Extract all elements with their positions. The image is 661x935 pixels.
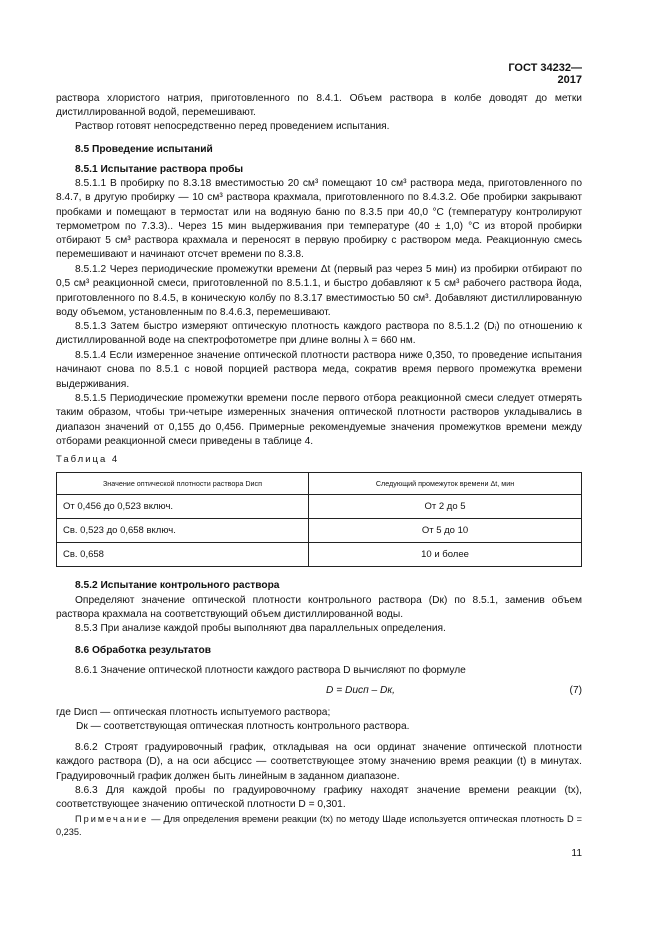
page-number: 11 [571, 848, 582, 859]
section-heading-8-6: 8.6 Обработка результатов [75, 645, 212, 656]
paragraph-8-5-2: Определяют значение оптической плотности контрольного раствора (Dк) по 8.5.1, заменив объем раствора крахмала на соответствующий объем дистиллированной воды. [56, 595, 582, 621]
table-header-cell: Следующий промежуток времени Δt, мин [309, 473, 582, 495]
table-header-row [57, 473, 582, 495]
paragraph-8-5-1-2: 8.5.1.2 Через периодические промежутки времени Δt (первый раз через 5 мин) из пробирки отбирают по 0,5 см³ реакционной смеси, приготовленной по 8.5.1.1, и быстро добавляют к 5 см³ рабочего раствора йода, приготовленного по 8.4.5, в коническую колбу по 8.3.17 вместимостью 50 см³. Добавляют дистиллированную воду объемом, установленным по 8.4.6.3, перемешивают. [56, 264, 582, 318]
subsection-heading-8-5-2: 8.5.2 Испытание контрольного раствора [75, 580, 280, 591]
document-code: ГОСТ 34232—2017 [508, 62, 582, 86]
paragraph-8-6-3: 8.6.3 Для каждой пробы по градуировочному графику находят значение времени реакции (tx), соответствующее значению оптической плотности D = 0,301. [56, 785, 582, 811]
table-row [57, 519, 582, 543]
table-cell: 10 и более [309, 543, 582, 567]
table-cell: От 5 до 10 [309, 519, 582, 543]
table-caption: Таблица 4 [56, 454, 120, 465]
table-cell: От 0,456 до 0,523 включ. [57, 495, 309, 519]
table-row [57, 543, 582, 567]
table-cell: От 2 до 5 [309, 495, 582, 519]
formula-expression: D = Dисп – Dк, [326, 685, 396, 696]
where-line-1: где Dисп — оптическая плотность испытуемого раствора; [56, 707, 331, 718]
table-cell: Св. 0,658 [57, 543, 309, 567]
paragraph-8-5-1-3: 8.5.1.3 Затем быстро измеряют оптическую плотность каждого раствора по 8.5.1.2 (Dᵢ) по отношению к дистиллированной воде на спектрофотометре при длине волны λ = 660 нм. [56, 321, 582, 347]
paragraph-8-6-2: 8.6.2 Строят градуировочный график, откладывая на оси ординат значение оптической плотности каждого раствора (D), а на оси абсцисс — соответствующее этому значению время реакции (t) в минутах. Градуировочный график должен быть линейным в заданном диапазоне. [56, 742, 582, 782]
table-header-cell: Значение оптической плотности раствора Dисп [57, 473, 309, 495]
paragraph-8-5-1-1: 8.5.1.1 В пробирку по 8.3.18 вместимостью 20 см³ помещают 10 см³ раствора меда, приготовленного по 8.4.7, в другую пробирку — 10 см³ раствора крахмала, приготовленного по 8.4.3.2. Обе пробирки закрывают пробками и помещают в термостат или на водяную баню по 8.3.5 при 40,0 °С (температуру контролируют термометром по 7.3.3).. Через 15 мин выдерживания при температуре (40 ± 1,0) °С из второй пробирки отбирают 5 см³ раствора крахмала и переносят в первую пробирку с раствором меда. Реакционную смесь перемешивают и начинают отсчет времени по 8.3.8. [56, 178, 582, 261]
paragraph-8-5-1-4: 8.5.1.4 Если измеренное значение оптической плотности раствора ниже 0,350, то проведение испытания начинают снова по 8.5.1 с новой порцией раствора меда, сократив время первого промежутка времени выдерживания. [56, 350, 582, 390]
paragraph-8-5-3: 8.5.3 При анализе каждой пробы выполняют два параллельных определения. [75, 623, 446, 634]
paragraph-continuation: раствора хлористого натрия, приготовленного по 8.4.1. Объем раствора в колбе доводят до метки дистиллированной водой, перемешивают. [56, 93, 582, 119]
note-label: Примечание [75, 814, 149, 824]
paragraph-8-5-1-5: 8.5.1.5 Периодические промежутки времени после первого отбора реакционной смеси следует отмерять таким образом, чтобы три-четыре измеренных значения оптической плотности растворов укладывались в диапазон значений от 0,155 до 0,456. Примерные рекомендуемые значения промежутков времени между отборами реакционной смеси приведены в таблице 4. [56, 393, 582, 447]
where-line-2: Dк — соответствующая оптическая плотность контрольного раствора. [76, 721, 410, 732]
section-heading-8-5: 8.5 Проведение испытаний [75, 144, 213, 155]
paragraph-prepare-note: Раствор готовят непосредственно перед проведением испытания. [75, 121, 390, 132]
subsection-heading-8-5-1: 8.5.1 Испытание раствора пробы [75, 164, 244, 175]
note [56, 813, 582, 839]
table-row [57, 495, 582, 519]
time-interval-table [56, 472, 582, 567]
paragraph-8-6-1: 8.6.1 Значение оптической плотности каждого раствора D вычисляют по формуле [75, 665, 466, 676]
note-text: — Для определения времени реакции (tx) по методу Шаде используется оптическая плотность D = 0,235. [56, 814, 582, 837]
table-cell: Св. 0,523 до 0,658 включ. [57, 519, 309, 543]
formula-number: (7) [569, 685, 582, 696]
